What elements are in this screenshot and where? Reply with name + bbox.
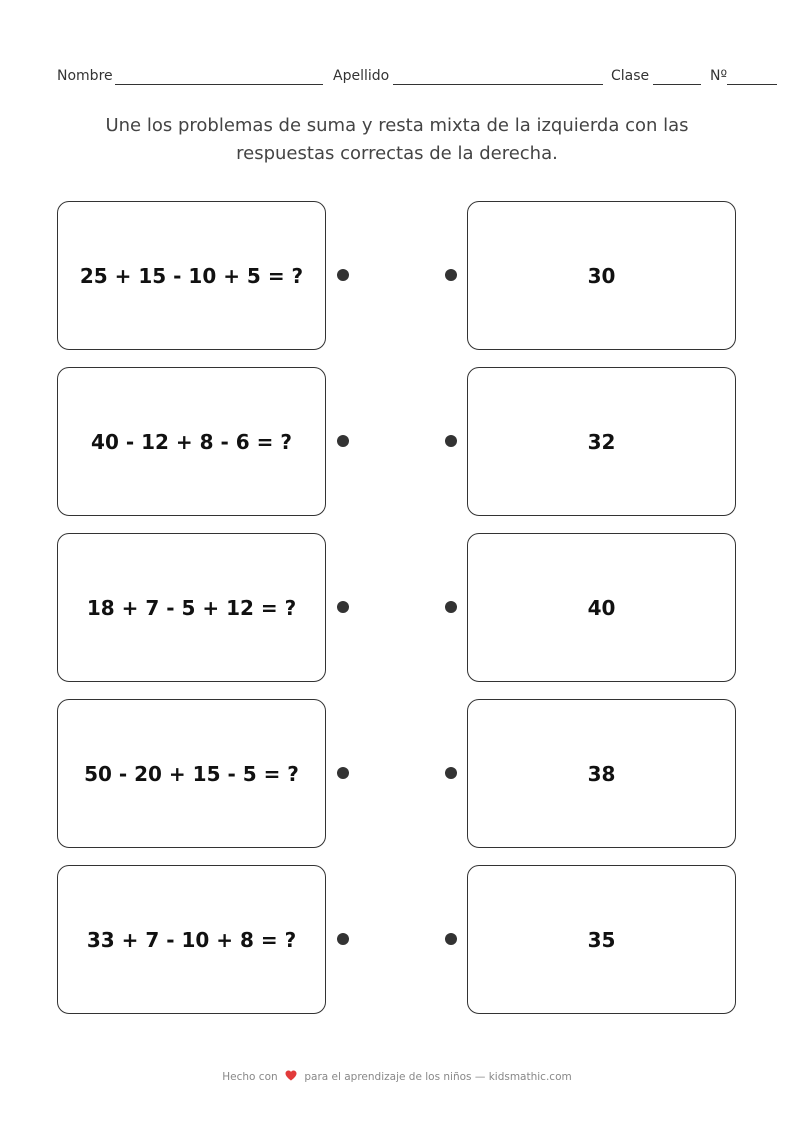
problem-text: 40 - 12 + 8 - 6 = ? [91,429,292,454]
problem-card [57,533,326,682]
footer-text-end: para el aprendizaje de los niños — kidsmathic.com [304,1071,572,1083]
answer-text: 40 [587,595,616,620]
problem-dot[interactable] [337,601,349,613]
instructions: Une los problemas de suma y resta mixta de la izquierda con las respuestas correctas de la derecha. [105,115,689,164]
answer-card [467,201,736,350]
class-field[interactable] [653,84,701,85]
answer-text: 32 [587,429,616,454]
answer-dot[interactable] [445,767,457,779]
answer-card [467,367,736,516]
answer-card [467,533,736,682]
problem-text: 25 + 15 - 10 + 5 = ? [79,263,304,288]
number-label: Nº [710,68,728,84]
heart-icon [285,1070,297,1084]
problem-dot[interactable] [337,269,349,281]
surname-label: Apellido [333,68,390,84]
footer [0,1070,794,1084]
answer-card [467,865,736,1014]
surname-field[interactable] [393,84,603,85]
answer-text: 30 [587,263,616,288]
number-field[interactable] [727,84,777,85]
problem-card [57,367,326,516]
problem-text: 33 + 7 - 10 + 8 = ? [86,927,297,952]
problem-card [57,699,326,848]
student-info-header [57,68,777,88]
answer-card [467,699,736,848]
problem-dot[interactable] [337,933,349,945]
answer-dot[interactable] [445,601,457,613]
problem-dot[interactable] [337,767,349,779]
problem-text: 50 - 20 + 15 - 5 = ? [84,761,299,786]
class-label: Clase [611,68,650,84]
problem-text: 18 + 7 - 5 + 12 = ? [86,595,297,620]
answer-text: 38 [587,761,616,786]
answer-text: 35 [587,927,616,952]
answer-dot[interactable] [445,435,457,447]
answer-dot[interactable] [445,269,457,281]
name-label: Nombre [57,68,113,84]
problem-card [57,201,326,350]
name-field[interactable] [115,84,323,85]
problem-dot[interactable] [337,435,349,447]
problem-card [57,865,326,1014]
footer-text-start: Hecho con [222,1071,278,1083]
answer-dot[interactable] [445,933,457,945]
